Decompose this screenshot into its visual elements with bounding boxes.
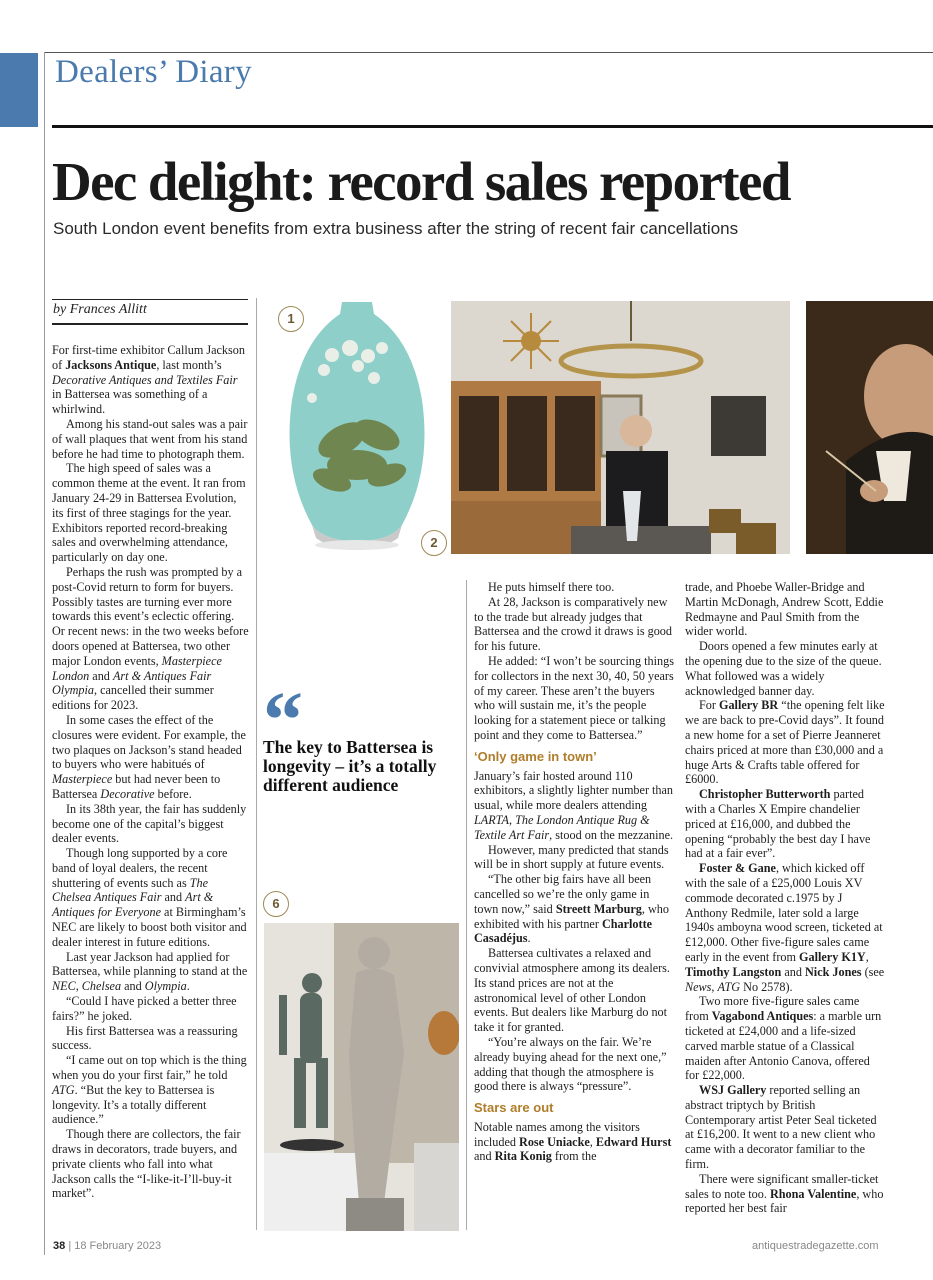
paragraph: Notable names among the visitors included Rose Uniacke, Edward Hurst and Rita Konig from the [474, 1119, 672, 1164]
paragraph: “Could I have picked a better three fairs?” he joked. [52, 994, 237, 1023]
paragraph: There were significant smaller-ticket sales to note too. Rhona Valentine, who reported her best fair [685, 1171, 884, 1216]
paragraph: In its 38th year, the fair has suddenly become one of the capital’s biggest dealer events. [52, 801, 247, 846]
article-column-4 [685, 580, 885, 1216]
paragraph: “I came out on top which is the thing when you do your first fair,” he told ATG. “But the key to Battersea is longevity. It’s a totally different audience.” [52, 1053, 247, 1127]
footer-separator: | [68, 1240, 72, 1252]
header-rule [52, 125, 933, 128]
paragraph: His first Battersea was a reassuring success. [52, 1023, 238, 1053]
image-marker-1: 1 [278, 306, 304, 332]
pull-quote: The key to Battersea is longevity – it’s a totally different audience [263, 737, 437, 795]
sculpture-photo [264, 923, 459, 1231]
paragraph: Though long supported by a core band of loyal dealers, the recent shuttering of events such as The Chelsea Antiques Fair and Art & Antiques for Everyone at Birmingham’s NEC are likely to boost both visitor and dealer interest in future editions. [52, 846, 247, 949]
column-rule [466, 580, 467, 1230]
paragraph: trade, and Phoebe Waller-Bridge and Martin McDonagh, Andrew Scott, Eddie Redmayne and Paul Smith from the wider world. [685, 580, 884, 639]
portrait-painting-photo [806, 301, 933, 554]
article-column-1 [52, 343, 250, 1201]
subheading: ‘Only game in town’ [474, 748, 597, 764]
paragraph: Battersea cultivates a relaxed and convivial atmosphere among its dealers. Its stand prices are not at the astronomical level of other London events. But dealers like Marburg do not take it for granted. [474, 946, 670, 1035]
paragraph: Christopher Butterworth parted with a Charles X Empire chandelier priced at £16,000, and dubbed the opening “probably the best day I have had at a fair ever”. [685, 787, 871, 861]
page-number: 38 [53, 1240, 66, 1252]
dealer-stand-photo [451, 301, 790, 554]
quote-mark-icon: “ [263, 677, 303, 765]
paragraph: He puts himself there too. [488, 580, 615, 594]
paragraph: Perhaps the rush was prompted by a post-Covid return to form for buyers. Possibly tastes are turning ever more towards this event’s eclectic offering. Or recent news: in the two weeks before doors opened at Battersea, two other major London events, Masterpiece London and Art & Antiques Fair Olympia, cancelled their summer editions for 2023. [52, 564, 249, 713]
issue-date: 18 February 2023 [74, 1240, 162, 1252]
paragraph: WSJ Gallery reported selling an abstract triptych by British Contemporary artist Peter Seal ticketed at £16,200. It went to a new client who came with a decorator familiar to the firm. [685, 1083, 877, 1172]
image-marker-2: 2 [421, 530, 447, 556]
column-rule [256, 298, 257, 1230]
byline-rule-bottom [52, 323, 248, 325]
paragraph: At 28, Jackson is comparatively new to the trade but already judges that Battersea and the crowd it draws is good for his future. [474, 594, 672, 654]
paragraph: January’s fair hosted around 110 exhibitors, a slightly lighter number than usual, while more dealers attending LARTA, The London Antique Rug & Textile Art Fair, stood on the mezzanine. [474, 768, 674, 842]
byline: by Frances Allitt [53, 302, 147, 317]
paragraph: Though there are collectors, the fair draws in decorators, trade buyers, and private clients who fall into what Jackson calls the “I-like-it-I’ll-buy-it market”. [52, 1127, 241, 1201]
top-rule [44, 52, 933, 53]
paragraph: Doors opened a few minutes early at the opening due to the size of the queue. What followed was a widely acknowledged banner day. [685, 639, 882, 698]
paragraph: “You’re always on the fair. We’re already buying ahead for the next one,” adding that though the atmosphere is good there is always “pressure”. [474, 1034, 667, 1094]
byline-rule-top [52, 299, 248, 300]
page-footer [53, 1240, 161, 1252]
paragraph: He added: “I won’t be sourcing things for collectors in the next 30, 40, 50 years of my career. These aren’t the buyers who will sustain me, it’s the people looking for a statement piece or talking point and they come to Battersea.” [474, 653, 674, 742]
vase-photo [262, 300, 452, 556]
image-marker-6: 6 [263, 891, 289, 917]
paragraph: Last year Jackson had applied for Battersea, while planning to stand at the NEC, Chelsea and Olympia. [52, 949, 248, 994]
article-column-3 [474, 580, 674, 1164]
paragraph: For Gallery BR “the opening felt like we are back to pre-Covid days”. It found a new home for a set of Pierre Jeanneret chairs priced at more than £30,000 and a huge Arts & Crafts table offered for £6000. [685, 698, 885, 787]
paragraph: In some cases the effect of the closures were evident. For example, the two plaques on Jackson’s stand headed to buyers who were habitués of Masterpiece but had never been to Battersea Decorative before. [52, 712, 246, 801]
paragraph: However, many predicted that stands will be in short supply at future events. [474, 842, 669, 872]
left-margin-rule [44, 52, 45, 1255]
headline: Dec delight: record sales reported [52, 151, 790, 212]
paragraph: The high speed of sales was a common theme at the event. It ran from January 24-29 in Battersea Evolution, its first of three stagings for the year. Exhibitors reported record-breaking sales and overwhelming attendance, particularly on day one. [52, 461, 246, 565]
standfirst: South London event benefits from extra business after the string of recent fair cancellations [53, 219, 739, 238]
site-url: antiquestradegazette.com [752, 1240, 879, 1252]
subheading: Stars are out [474, 1100, 554, 1116]
paragraph: Two more five-figure sales came from Vagabond Antiques: a marble urn ticketed at £24,000 and a life-sized carved marble statue of a Classical maiden after Antonio Canova, offered for £22,000. [685, 994, 882, 1083]
paragraph: “The other big fairs have all been cancelled so we’re the only game in town now,” said Streett Marburg, who exhibited with his partner Charlotte Casadéjus. [474, 872, 669, 946]
section-tab-block [0, 53, 38, 127]
paragraph: Among his stand-out sales was a pair of wall plaques that went from his stand before he had time to photograph them. [52, 416, 248, 461]
paragraph: For first-time exhibitor Callum Jackson of Jacksons Antique, last month’s Decorative Antiques and Textiles Fair in Battersea was something of a whirlwind. [52, 343, 245, 417]
section-title: Dealers’ Diary [55, 54, 252, 90]
paragraph: Foster & Gane, which kicked off with the sale of a £25,000 Louis XV commode decorated c.1975 by J Anthony Redmile, later sold a large 1940s amboyna wood screen, ticketed at £12,000. Other five-figure sales came early in the event from Gallery K1Y, Timothy Langston and Nick Jones (see News, ATG No 2578). [685, 861, 885, 994]
